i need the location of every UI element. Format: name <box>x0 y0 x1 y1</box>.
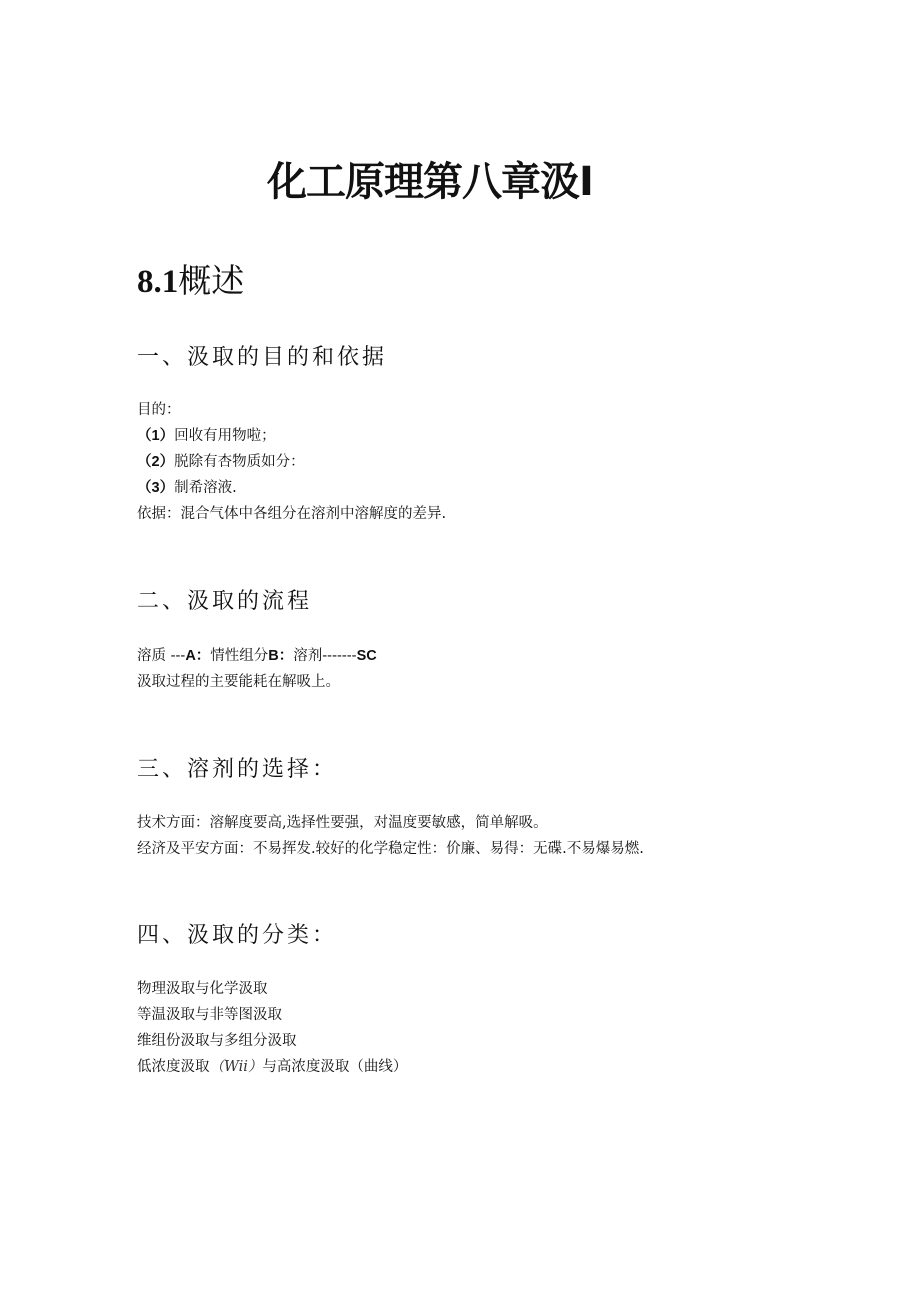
flow-b: B： <box>268 648 294 664</box>
flow-line <box>137 643 377 669</box>
heading-process: 二、汲取的流程 <box>137 589 313 614</box>
energy-note: 汲取过程的主要能耗在解吸上。 <box>137 674 340 690</box>
class-item-2: 等温汲取与非等图汲取 <box>137 1007 282 1023</box>
purpose-item-1 <box>137 423 446 449</box>
purpose-block <box>137 397 446 527</box>
section-number: 8.1 <box>137 264 179 300</box>
solvent-economy: 经济及平安方面：不易挥发.较好的化学稳定性：价廉、易得：无碟.不易爆易燃. <box>137 841 644 857</box>
item-number: （1） <box>137 428 175 444</box>
heading-solvent: 三、溶剂的选择： <box>137 757 338 782</box>
purpose-item-3 <box>137 475 446 501</box>
class-item-1: 物理汲取与化学汲取 <box>137 981 268 997</box>
solvent-block <box>137 810 644 862</box>
process-block <box>137 643 377 695</box>
section-name: 概述 <box>178 261 245 300</box>
heading-classification: 四、汲取的分类： <box>137 923 338 948</box>
linear-note: （Wii） <box>209 1059 263 1075</box>
item-number: （3） <box>137 480 175 496</box>
purpose-item-2 <box>137 449 446 475</box>
high-concentration: 与高浓度汲取（曲线） <box>262 1059 408 1075</box>
flow-solute: 溶质 --- <box>137 648 186 664</box>
solvent-tech: 技术方面：溶解度要高,选择性要强，对温度要敏感，简单解吸。 <box>137 815 548 831</box>
flow-a: A： <box>185 648 211 664</box>
classification-block <box>137 976 407 1080</box>
item-number: （2） <box>137 454 175 470</box>
item-text: 回收有用物啦； <box>174 428 276 444</box>
item-text: 脱除有杏物质如分： <box>174 454 305 470</box>
flow-solvent: 溶剂------- <box>293 648 357 664</box>
section-title <box>137 255 244 302</box>
item-text: 制希溶液. <box>174 480 237 496</box>
flow-inert: 情性组分 <box>210 648 269 664</box>
class-item-3: 维组份汲取与多组分汲取 <box>137 1033 297 1049</box>
basis-line: 依据：混合气体中各组分在溶剂中溶解度的差异. <box>137 506 447 522</box>
flow-sc: SC <box>356 648 377 664</box>
page-title: 化工原理第八章汲I <box>267 159 593 205</box>
heading-purpose-basis: 一、汲取的目的和依据 <box>137 345 388 370</box>
low-concentration: 低浓度汲取 <box>137 1059 210 1075</box>
purpose-label: 目的： <box>137 402 181 418</box>
class-item-4 <box>137 1054 407 1080</box>
